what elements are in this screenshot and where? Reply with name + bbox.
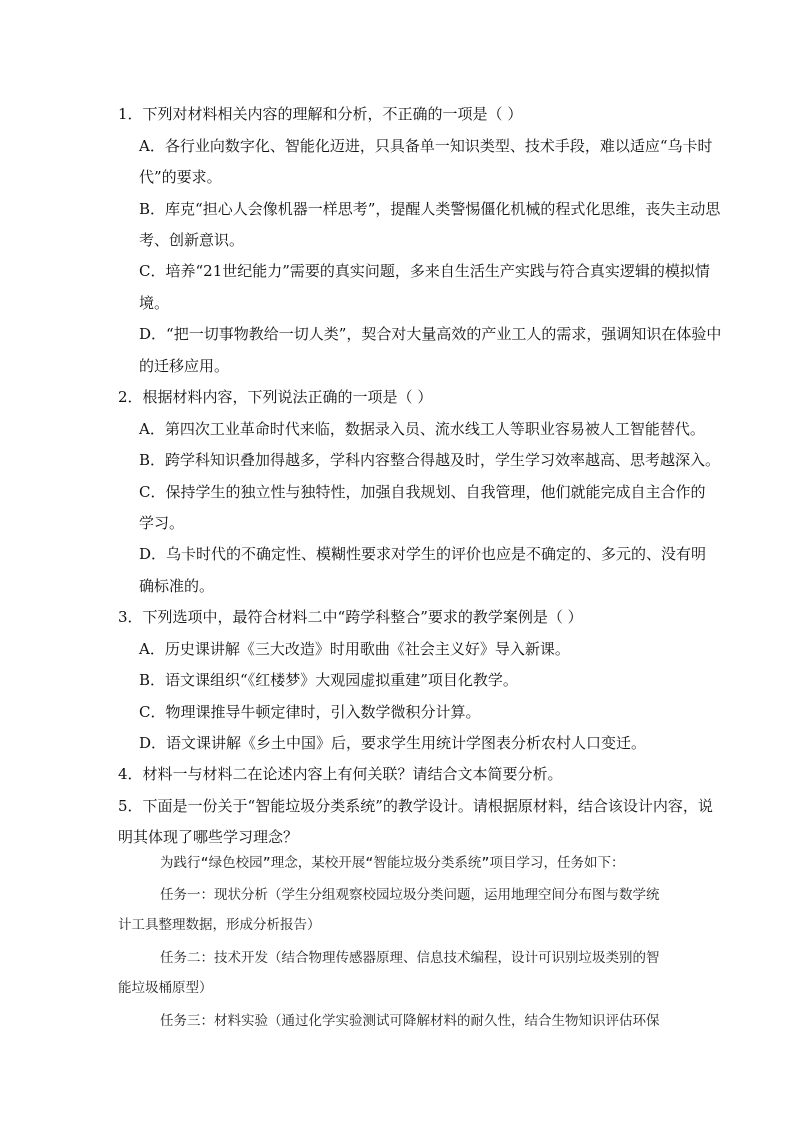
design-task-1-cont: 计工具整理数据，形成分析报告） [118, 917, 321, 933]
question-5-stem: 5．下面是一份关于“智能垃圾分类系统”的教学设计。请根据原材料，结合该设计内容，说 [118, 797, 713, 815]
q2-option-b: B．跨学科知识叠加得越多，学科内容整合得越及时，学生学习效率越高、思考越深入。 [139, 451, 721, 469]
q3-option-c: C．物理课推导牛顿定律时，引入数学微积分计算。 [139, 703, 481, 721]
design-task-2: 任务二：技术开发（结合物理传感器原理、信息技术编程，设计可识别垃圾类别的智 [160, 950, 660, 966]
design-intro: 为践行“绿色校园”理念，某校开展“智能垃圾分类系统”项目学习，任务如下： [160, 855, 625, 871]
q1-option-b: B．库克“担心人会像机器一样思考”，提醒人类警惕僵化机械的程式化思维，丧失主动思 [139, 200, 721, 218]
design-task-3: 任务三：材料实验（通过化学实验测试可降解材料的耐久性，结合生物知识评估环保 [160, 1013, 660, 1029]
q1-option-a-cont: 代”的要求。 [139, 168, 222, 186]
question-4-stem: 4．材料一与材料二在论述内容上有何关联？请结合文本简要分析。 [118, 765, 563, 783]
q1-option-b-cont: 考、创新意识。 [139, 231, 245, 249]
design-task-1: 任务一：现状分析（学生分组观察校园垃圾分类问题，运用地理空间分布图与数学统 [160, 887, 660, 903]
q3-option-b: B．语文课组织“《红楼梦》大观园虚拟重建”项目化教学。 [139, 671, 518, 689]
q1-option-d: D．“把一切事物教给一切人类”，契合对大量高效的产业工人的需求，强调知识在体验中 [139, 325, 722, 343]
question-1-stem: 1．下列对材料相关内容的理解和分析，不正确的一项是（ ） [118, 105, 523, 123]
question-5-stem-cont: 明其体现了哪些学习理念？ [118, 828, 299, 846]
q2-option-a: A．第四次工业革命时代来临，数据录入员、流水线工人等职业容易被人工智能替代。 [139, 420, 705, 438]
q2-option-d: D．乌卡时代的不确定性、模糊性要求对学生的评价也应是不确定的、多元的、没有明 [139, 545, 707, 563]
q1-option-c: C．培养“21世纪能力”需要的真实问题，多来自生活生产实践与符合真实逻辑的模拟情 [139, 262, 710, 280]
q3-option-a: A．历史课讲解《三大改造》时用歌曲《社会主义好》导入新课。 [139, 640, 570, 658]
q1-option-c-cont: 境。 [139, 294, 170, 312]
q1-option-d-cont: 的迁移应用。 [139, 357, 230, 375]
design-task-2-cont: 能垃圾桶原型） [118, 980, 213, 996]
q2-option-c-cont: 学习。 [139, 514, 185, 532]
q2-option-d-cont: 确标准的。 [139, 577, 215, 595]
q2-option-c: C．保持学生的独立性与独特性，加强自我规划、自我管理，他们就能完成自主合作的 [139, 483, 706, 501]
question-2-stem: 2．根据材料内容，下列说法正确的一项是（ ） [118, 388, 433, 406]
q3-option-d: D．语文课讲解《乡土中国》后，要求学生用统计学图表分析农村人口变迁。 [139, 734, 647, 752]
question-3-stem: 3．下列选项中，最符合材料二中“跨学科整合”要求的教学案例是（ ） [118, 608, 583, 626]
q1-option-a: A．各行业向数字化、智能化迈进，只具备单一知识类型、技术手段，难以适应“乌卡时 [139, 137, 713, 155]
